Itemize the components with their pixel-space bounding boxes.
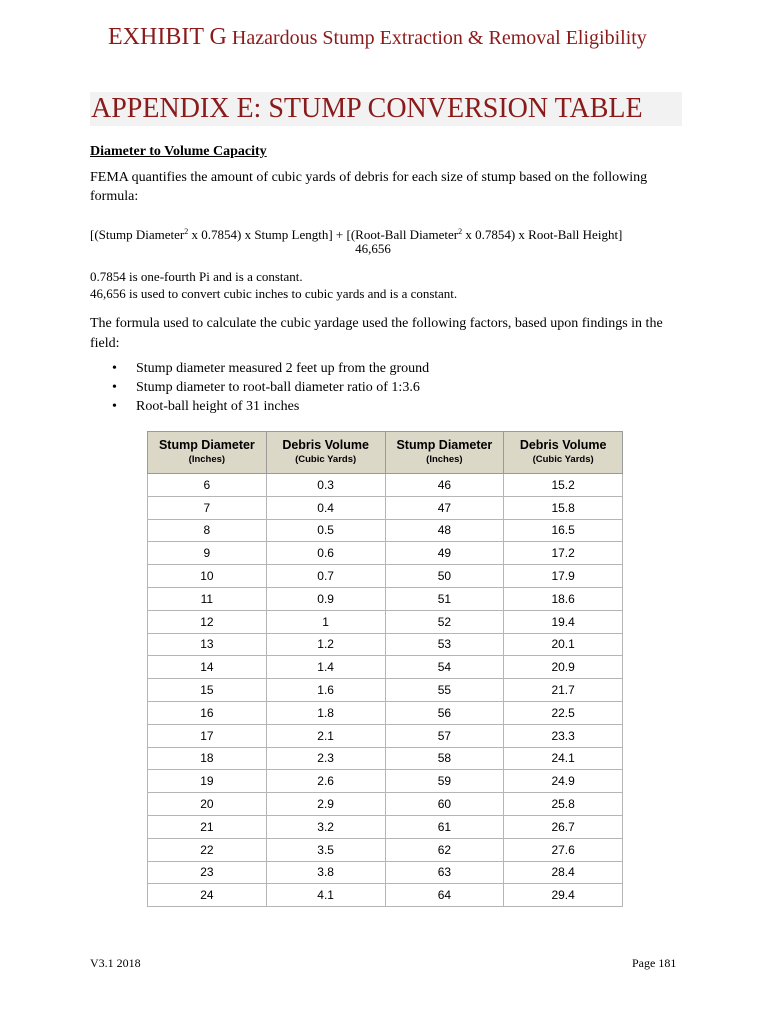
table-cell: 17.2: [504, 542, 623, 565]
table-cell: 63: [385, 861, 504, 884]
table-cell: 53: [385, 633, 504, 656]
column-unit: (Inches): [188, 454, 226, 465]
table-row: [148, 701, 623, 724]
table-header-row: [148, 432, 623, 474]
formula-denominator: 46,656: [355, 241, 391, 256]
table-cell: 3.5: [266, 838, 385, 861]
table-row: [148, 474, 623, 497]
table-row: [148, 861, 623, 884]
formula-part-2: x 0.7854) x Stump Length] + [(Root-Ball Diameter: [188, 227, 459, 242]
exhibit-title: Hazardous Stump Extraction & Removal Eligibility: [226, 27, 647, 49]
table-cell: 1.2: [266, 633, 385, 656]
table-cell: 61: [385, 815, 504, 838]
table-cell: 58: [385, 747, 504, 770]
table-cell: 59: [385, 770, 504, 793]
column-title: Debris Volume: [519, 438, 607, 452]
table-cell: 17.9: [504, 565, 623, 588]
table-cell: 60: [385, 793, 504, 816]
table-cell: 27.6: [504, 838, 623, 861]
table-cell: 8: [148, 519, 267, 542]
formula-part-1: [(Stump Diameter: [90, 227, 185, 242]
table-row: [148, 633, 623, 656]
exhibit-heading: [108, 24, 748, 51]
formula-exponent-1: 2: [184, 227, 189, 236]
column-title: Stump Diameter: [158, 438, 255, 452]
table-cell: 2.3: [266, 747, 385, 770]
table-cell: 1: [266, 610, 385, 633]
table-row: [148, 815, 623, 838]
table-cell: 62: [385, 838, 504, 861]
table-cell: 21: [148, 815, 267, 838]
table-cell: 28.4: [504, 861, 623, 884]
column-header: [266, 432, 385, 474]
factors-list: [112, 359, 429, 416]
table-cell: 15.8: [504, 496, 623, 519]
table-cell: 64: [385, 884, 504, 907]
table-row: [148, 724, 623, 747]
table-cell: 2.1: [266, 724, 385, 747]
table-cell: 18: [148, 747, 267, 770]
table-row: [148, 656, 623, 679]
table-cell: 24: [148, 884, 267, 907]
table-cell: 21.7: [504, 679, 623, 702]
table-cell: 57: [385, 724, 504, 747]
table-row: [148, 565, 623, 588]
table-cell: 0.5: [266, 519, 385, 542]
table-cell: 20: [148, 793, 267, 816]
list-item: • Stump diameter measured 2 feet up from the ground: [112, 359, 429, 378]
table-cell: 0.4: [266, 496, 385, 519]
column-header: [385, 432, 504, 474]
table-cell: 24.1: [504, 747, 623, 770]
column-unit: (Inches): [426, 454, 463, 465]
table-cell: 54: [385, 656, 504, 679]
table-cell: 24.9: [504, 770, 623, 793]
table-cell: 4.1: [266, 884, 385, 907]
table-cell: 23: [148, 861, 267, 884]
table-cell: 0.3: [266, 474, 385, 497]
table-cell: 56: [385, 701, 504, 724]
table-cell: 10: [148, 565, 267, 588]
column-unit: (Cubic Yards): [532, 454, 594, 465]
column-title: Stump Diameter: [396, 438, 493, 452]
table-cell: 20.1: [504, 633, 623, 656]
table-cell: 17: [148, 724, 267, 747]
table-cell: 0.6: [266, 542, 385, 565]
table-row: [148, 793, 623, 816]
table-row: [148, 542, 623, 565]
table-row: [148, 838, 623, 861]
table-cell: 18.6: [504, 587, 623, 610]
exhibit-label: EXHIBIT G: [108, 24, 227, 50]
table-body: [148, 474, 623, 907]
table-cell: 13: [148, 633, 267, 656]
appendix-title-text: APPENDIX E: STUMP CONVERSION TABLE: [91, 93, 643, 124]
table-cell: 15: [148, 679, 267, 702]
table-cell: 3.2: [266, 815, 385, 838]
table-cell: 15.2: [504, 474, 623, 497]
table-cell: 22.5: [504, 701, 623, 724]
table-cell: 14: [148, 656, 267, 679]
formula-numerator: [90, 223, 690, 243]
table-cell: 29.4: [504, 884, 623, 907]
table-cell: 50: [385, 565, 504, 588]
table-row: [148, 587, 623, 610]
table-cell: 11: [148, 587, 267, 610]
table-cell: 48: [385, 519, 504, 542]
table-cell: 1.4: [266, 656, 385, 679]
table-row: [148, 747, 623, 770]
table-cell: 19.4: [504, 610, 623, 633]
factors-paragraph: The formula used to calculate the cubic yardage used the following factors, based upon findings in the field:: [90, 316, 663, 351]
stump-conversion-table: [147, 431, 623, 907]
intro-paragraph: FEMA quantifies the amount of cubic yards of debris for each size of stump based on the following formula:: [90, 170, 648, 204]
footer-page-number: Page 181: [632, 956, 677, 970]
formula-part-3: x 0.7854) x Root-Ball Height]: [462, 227, 623, 242]
note-conversion: 46,656 is used to convert cubic inches to cubic yards and is a constant.: [90, 286, 458, 301]
table-cell: 0.7: [266, 565, 385, 588]
table-cell: 26.7: [504, 815, 623, 838]
table-cell: 49: [385, 542, 504, 565]
table-row: [148, 519, 623, 542]
table-cell: 16: [148, 701, 267, 724]
footer-version: V3.1 2018: [90, 956, 141, 970]
column-unit: (Cubic Yards): [295, 454, 357, 465]
constant-notes: [90, 268, 690, 302]
table-cell: 25.8: [504, 793, 623, 816]
column-header: [504, 432, 623, 474]
section-subtitle: Diameter to Volume Capacity: [90, 144, 267, 159]
table-row: [148, 884, 623, 907]
table-cell: 52: [385, 610, 504, 633]
table-row: [148, 610, 623, 633]
table-cell: 7: [148, 496, 267, 519]
table-cell: 16.5: [504, 519, 623, 542]
table-cell: 23.3: [504, 724, 623, 747]
table-cell: 1.6: [266, 679, 385, 702]
table-row: [148, 770, 623, 793]
table-cell: 22: [148, 838, 267, 861]
table-cell: 12: [148, 610, 267, 633]
table-cell: 9: [148, 542, 267, 565]
table-row: [148, 679, 623, 702]
table-row: [148, 496, 623, 519]
table-cell: 51: [385, 587, 504, 610]
table-cell: 20.9: [504, 656, 623, 679]
note-pi: 0.7854 is one-fourth Pi and is a constant.: [90, 269, 303, 284]
table-cell: 6: [148, 474, 267, 497]
list-item: • Root-ball height of 31 inches: [112, 397, 429, 416]
column-header: [148, 432, 267, 474]
table-cell: 55: [385, 679, 504, 702]
table-cell: 46: [385, 474, 504, 497]
column-title: Debris Volume: [282, 438, 369, 452]
table-cell: 2.9: [266, 793, 385, 816]
table-cell: 2.6: [266, 770, 385, 793]
table-cell: 19: [148, 770, 267, 793]
formula-exponent-2: 2: [458, 227, 463, 236]
appendix-title: [90, 92, 682, 126]
table-cell: 47: [385, 496, 504, 519]
table-cell: 1.8: [266, 701, 385, 724]
table-cell: 0.9: [266, 587, 385, 610]
table-cell: 3.8: [266, 861, 385, 884]
list-item: • Stump diameter to root-ball diameter ratio of 1:3.6: [112, 378, 429, 397]
